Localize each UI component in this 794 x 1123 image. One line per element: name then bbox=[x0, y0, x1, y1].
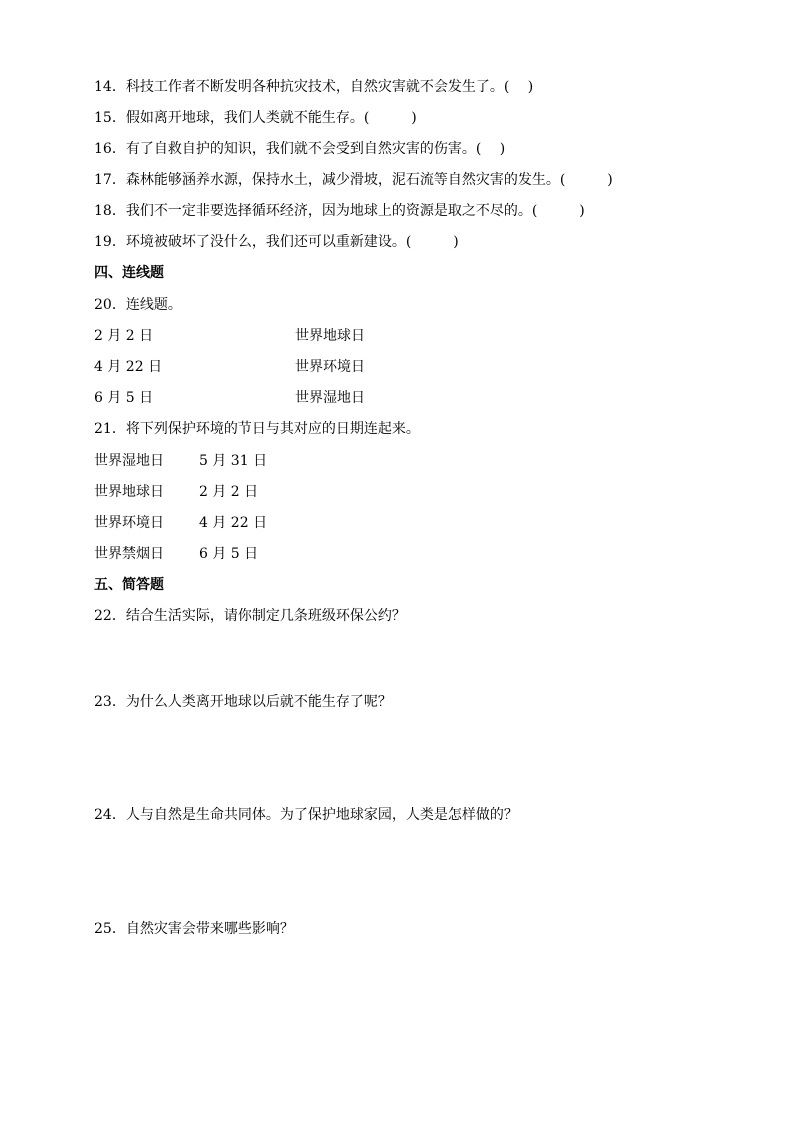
q20-date-1: 2 月 2 日 bbox=[94, 328, 154, 344]
section-heading-matching: 四、连线题 bbox=[94, 265, 164, 281]
q21-date-3: 4 月 22 日 bbox=[199, 515, 268, 531]
q20-date-3: 6 月 5 日 bbox=[94, 390, 154, 406]
q21-day-4: 世界禁烟日 bbox=[94, 546, 164, 562]
q21-day-2: 世界地球日 bbox=[94, 484, 164, 500]
question-21-stem: 21．将下列保护环境的节日与其对应的日期连起来。 bbox=[94, 421, 420, 437]
q20-day-3: 世界湿地日 bbox=[295, 390, 365, 406]
question-17: 17．森林能够涵养水源，保持水土，减少滑坡，泥石流等自然灾害的发生。( ) bbox=[94, 172, 613, 188]
q21-day-1: 世界湿地日 bbox=[94, 453, 164, 469]
question-18: 18．我们不一定非要选择循环经济，因为地球上的资源是取之不尽的。( ) bbox=[94, 203, 585, 219]
q21-date-4: 6 月 5 日 bbox=[199, 546, 259, 562]
question-25: 25．自然灾害会带来哪些影响？ bbox=[94, 921, 294, 937]
question-20-stem: 20．连线题。 bbox=[94, 297, 182, 313]
question-14: 14．科技工作者不断发明各种抗灾技术，自然灾害就不会发生了。( ) bbox=[94, 79, 534, 95]
section-heading-short-answer: 五、简答题 bbox=[94, 577, 164, 593]
question-24: 24．人与自然是生命共同体。为了保护地球家园，人类是怎样做的？ bbox=[94, 807, 518, 823]
q21-date-1: 5 月 31 日 bbox=[199, 453, 268, 469]
question-15: 15．假如离开地球，我们人类就不能生存。( ) bbox=[94, 110, 417, 126]
q20-day-1: 世界地球日 bbox=[295, 328, 365, 344]
q21-date-2: 2 月 2 日 bbox=[199, 484, 259, 500]
question-22: 22．结合生活实际，请你制定几条班级环保公约？ bbox=[94, 608, 406, 624]
q21-day-3: 世界环境日 bbox=[94, 515, 164, 531]
question-23: 23．为什么人类离开地球以后就不能生存了呢？ bbox=[94, 694, 392, 710]
question-16: 16．有了自救自护的知识，我们就不会受到自然灾害的伤害。( ) bbox=[94, 141, 506, 157]
q20-day-2: 世界环境日 bbox=[295, 359, 365, 375]
q20-date-2: 4 月 22 日 bbox=[94, 359, 163, 375]
question-19: 19．环境被破坏了没什么，我们还可以重新建设。( ) bbox=[94, 234, 459, 250]
